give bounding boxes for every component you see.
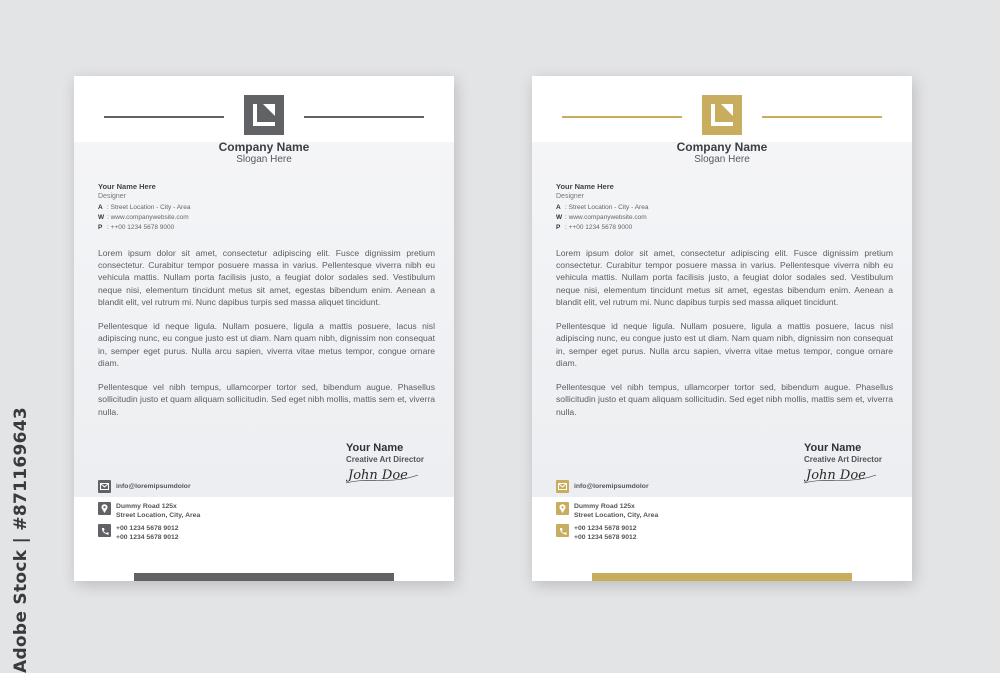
sender-block xyxy=(556,182,648,231)
signer-title: Creative Art Director xyxy=(346,455,424,464)
sender-address xyxy=(98,204,190,211)
phone-icon xyxy=(556,524,569,537)
phone-value: : ++00 1234 5678 9000 xyxy=(107,224,175,231)
sender-name: Your Name Here xyxy=(556,182,614,191)
header-rule-left xyxy=(104,116,224,118)
sender-role: Designer xyxy=(556,193,585,200)
web-key: W xyxy=(98,214,105,221)
phone-line-2: +00 1234 5678 9012 xyxy=(574,534,637,541)
phone-value: : ++00 1234 5678 9000 xyxy=(565,224,633,231)
contact-phone xyxy=(98,524,179,542)
company-logo-icon xyxy=(702,95,742,135)
signature-block xyxy=(346,442,426,485)
address-line-2: Street Location, City, Area xyxy=(574,512,659,519)
header-rule-right xyxy=(762,116,882,118)
email-text: info@loremipsumdolor xyxy=(574,483,649,490)
address-line-2: Street Location, City, Area xyxy=(116,512,201,519)
body-paragraph: Pellentesque vel nibh tempus, ullamcorper tortor sed, bibendum augue. Phasellus sollicitudin justo et quam aliquam sollicitudin. Sed eget nibh mollis, mattis sem et, viverra nulla. xyxy=(98,382,435,417)
email-text: info@loremipsumdolor xyxy=(116,483,191,490)
body-paragraph: Lorem ipsum dolor sit amet, consectetur adipiscing elit. Fusce dignissim pretium consectetur. Curabitur tempor posuere massa in varius. Pellentesque viverra nibh eu vehicula mattis. Nullam porta facilisis justo, a feugiat dolor sodales sed. Vestibulum neque nisi, elementum tincidunt metus sit amet, egestas bibendum enim. Aenean a blandit elit, vel rutrum mi. Nunc dapibus turpis sed massa aliquet tincidunt. xyxy=(98,248,435,307)
letterhead-gray xyxy=(74,76,454,581)
address-line-1: Dummy Road 125x xyxy=(574,503,635,510)
contact-address xyxy=(556,502,658,520)
sender-phone xyxy=(98,224,190,231)
letterhead-gold xyxy=(532,76,912,581)
company-slogan: Slogan Here xyxy=(236,154,292,165)
signature-block xyxy=(804,442,884,485)
stock-id-text: Adobe Stock | #871169643 xyxy=(11,406,32,673)
address-key: A xyxy=(556,204,561,211)
address-line-1: Dummy Road 125x xyxy=(116,503,177,510)
contact-phone xyxy=(556,524,637,542)
header-rule-left xyxy=(562,116,682,118)
signer-name: Your Name xyxy=(346,442,404,454)
mail-icon xyxy=(98,480,111,493)
sender-phone xyxy=(556,224,648,231)
company-logo-icon xyxy=(244,95,284,135)
company-name: Company Name xyxy=(218,140,310,154)
sender-address xyxy=(556,204,648,211)
web-value: : www.companywebsite.com xyxy=(107,214,189,221)
company-name: Company Name xyxy=(676,140,768,154)
address-value: : Street Location - City - Area xyxy=(565,204,649,211)
phone-lines xyxy=(574,524,637,542)
signature-text: John Doe xyxy=(348,468,408,483)
body-paragraph: Lorem ipsum dolor sit amet, consectetur adipiscing elit. Fusce dignissim pretium consectetur. Curabitur tempor posuere massa in varius. Pellentesque viverra nibh eu vehicula mattis. Nullam porta facilisis justo, a feugiat dolor sodales sed. Vestibulum neque nisi, elementum tincidunt metus sit amet, egestas bibendum enim. Aenean a blandit elit, vel rutrum mi. Nunc dapibus turpis sed massa aliquet tincidunt. xyxy=(556,248,893,307)
signature-script xyxy=(804,463,884,485)
sender-name: Your Name Here xyxy=(98,182,156,191)
signature-text: John Doe xyxy=(806,468,866,483)
address-lines xyxy=(116,502,200,520)
phone-line-1: +00 1234 5678 9012 xyxy=(116,525,179,532)
sender-role: Designer xyxy=(98,193,127,200)
header-rule-right xyxy=(304,116,424,118)
footer-bar xyxy=(134,573,394,581)
sender-block xyxy=(98,182,190,231)
body-paragraph: Pellentesque id neque ligula. Nullam posuere, ligula a mattis posuere, lacus nisl adipiscing nunc, eu congue justo est ut diam. Nam quam nibh, dignissim non consequat in, semper eget purus. Nulla arcu sapien, viverra vitae metus tempor, congue ornare diam. xyxy=(98,321,435,368)
phone-lines xyxy=(116,524,179,542)
contact-address xyxy=(98,502,200,520)
body-paragraph: Pellentesque vel nibh tempus, ullamcorper tortor sed, bibendum augue. Phasellus sollicitudin justo et quam aliquam sollicitudin. Sed eget nibh mollis, mattis sem et, viverra nulla. xyxy=(556,382,893,417)
phone-line-2: +00 1234 5678 9012 xyxy=(116,534,179,541)
address-value: : Street Location - City - Area xyxy=(107,204,191,211)
phone-line-1: +00 1234 5678 9012 xyxy=(574,525,637,532)
stock-id-label xyxy=(8,406,34,673)
sender-web xyxy=(98,214,190,221)
web-key: W xyxy=(556,214,563,221)
mail-icon xyxy=(556,480,569,493)
contact-email xyxy=(556,480,649,493)
web-value: : www.companywebsite.com xyxy=(565,214,647,221)
address-key: A xyxy=(98,204,103,211)
sender-web xyxy=(556,214,648,221)
signer-name: Your Name xyxy=(804,442,862,454)
letter-body xyxy=(98,247,435,430)
letter-body xyxy=(556,247,893,430)
signature-script xyxy=(346,463,426,485)
phone-key: P xyxy=(98,224,103,231)
location-pin-icon xyxy=(98,502,111,515)
body-paragraph: Pellentesque id neque ligula. Nullam posuere, ligula a mattis posuere, lacus nisl adipiscing nunc, eu congue justo est ut diam. Nam quam nibh, dignissim non consequat in, semper eget purus. Nulla arcu sapien, viverra vitae metus tempor, congue ornare diam. xyxy=(556,321,893,368)
location-pin-icon xyxy=(556,502,569,515)
address-lines xyxy=(574,502,658,520)
contact-email xyxy=(98,480,191,493)
signer-title: Creative Art Director xyxy=(804,455,882,464)
phone-key: P xyxy=(556,224,561,231)
phone-icon xyxy=(98,524,111,537)
footer-bar xyxy=(592,573,852,581)
company-slogan: Slogan Here xyxy=(694,154,750,165)
